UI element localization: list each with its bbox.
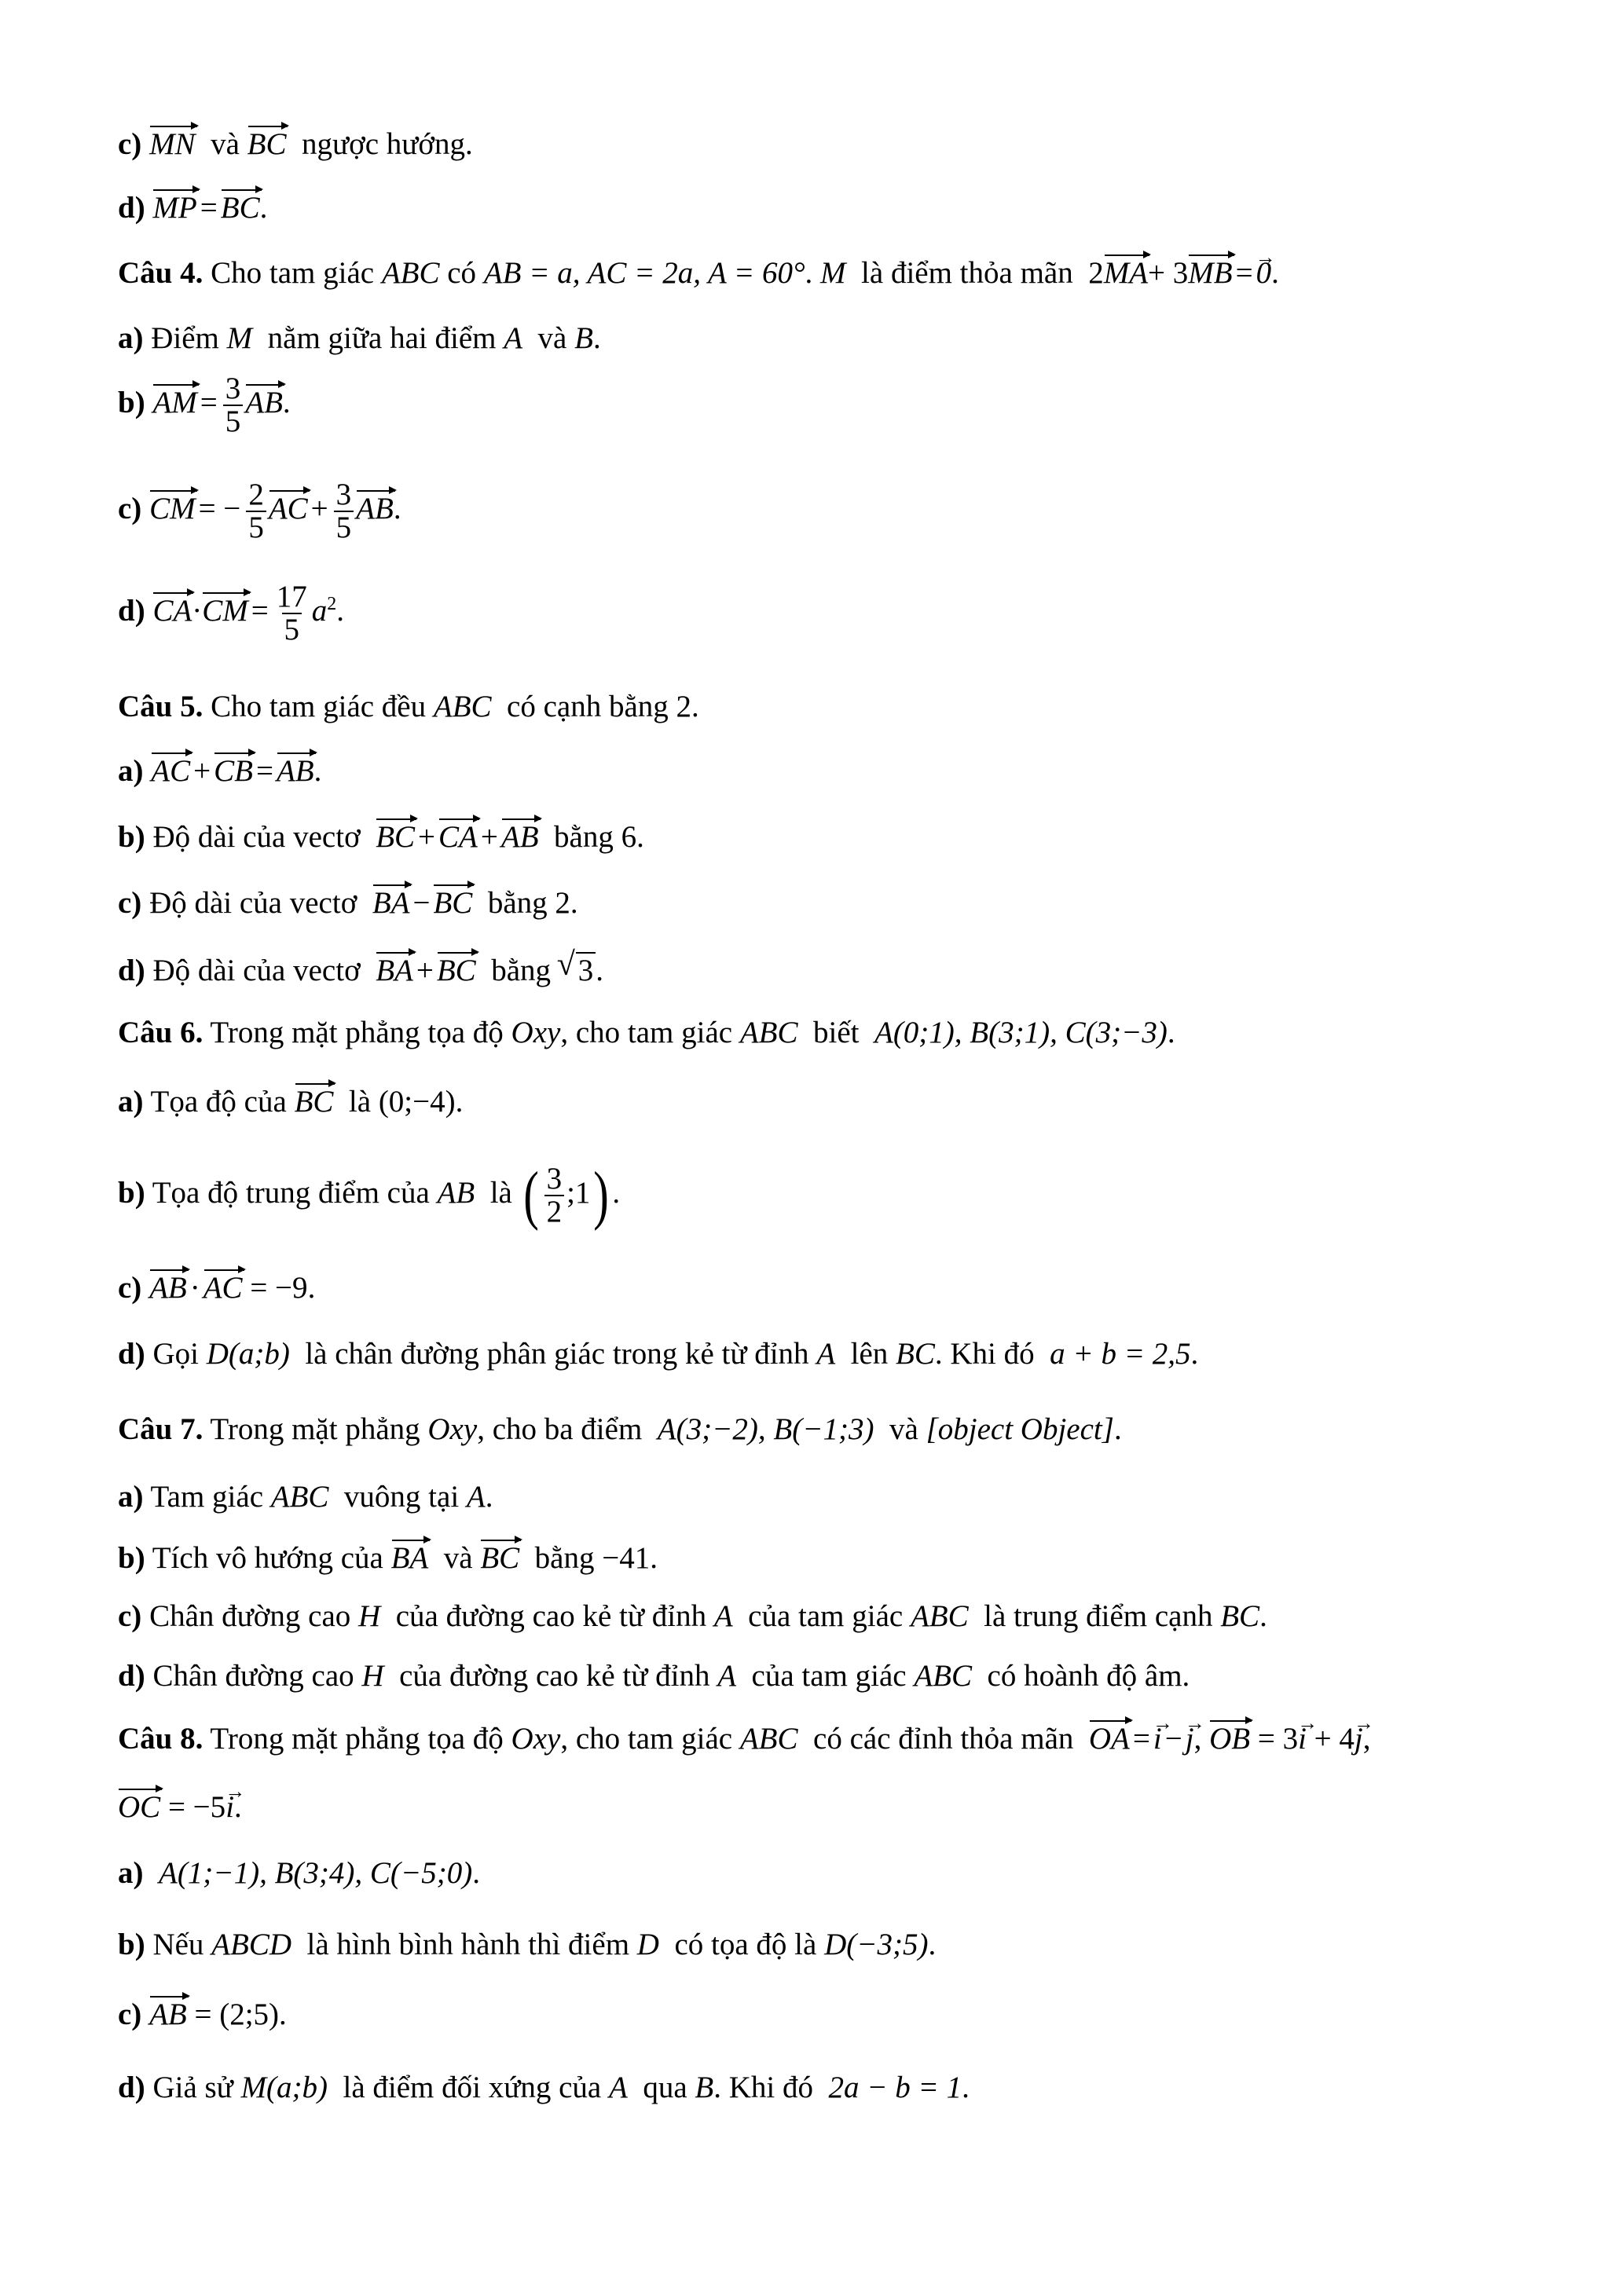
q6-option-b: b) Tọa độ trung điểm của AB là ( $\frac{3}{2}$ ;1) . bbox=[118, 1159, 621, 1232]
q7-stem: Câu 7. Trong mặt phẳng Oxy, cho ba điểm A(3;−2), B(−1;3) và [object Object]. bbox=[118, 1412, 1122, 1446]
q6-option-a: a) Tọa độ của BC là (0;−4). bbox=[118, 1082, 463, 1121]
q7-option-b: b) Tích vô hướng của BA và BC bằng −41. bbox=[118, 1538, 658, 1577]
q7-option-c: c) Chân đường cao H của đường cao kẻ từ đỉnh A của tam giác ABC là trung điểm cạnh BC. bbox=[118, 1599, 1267, 1633]
q7-option-d: d) Chân đường cao H của đường cao kẻ từ đỉnh A của tam giác ABC có hoành độ âm. bbox=[118, 1659, 1190, 1693]
q8-stem-cont: OC = −5i →. bbox=[118, 1787, 242, 1826]
q8-option-c: c) AB = (2;5). bbox=[118, 1994, 287, 2034]
q5-option-d: d) Độ dài của vectơ BA + BC bằng √ 3. bbox=[118, 949, 603, 990]
q5-option-c: c) Độ dài của vectơ BA − BC bằng 2. bbox=[118, 883, 578, 922]
q8-stem: Câu 8. Trong mặt phẳng tọa độ Oxy, cho tam giác ABC có các đỉnh thỏa mãn OA = i → − j →, OB = 3i → + 4j →, bbox=[118, 1719, 1371, 1758]
q5-stem: Câu 5. Cho tam giác đều ABC có cạnh bằng 2. bbox=[118, 690, 699, 723]
q6-option-c: c) AB · AC = −9. bbox=[118, 1268, 315, 1307]
q3-option-d: d) MP = BC. bbox=[118, 188, 267, 227]
q8-option-a: a) A(1;−1), B(3;4), C(−5;0). bbox=[118, 1856, 480, 1890]
q8-option-b: b) Nếu ABCD là hình bình hành thì điểm D có tọa độ là D(−3;5). bbox=[118, 1928, 937, 1961]
q8-option-d: d) Giả sử M(a;b) là điểm đối xứng của A qua B. Khi đó 2a − b = 1. bbox=[118, 2071, 970, 2104]
q3-option-c: c) MN và BC ngược hướng. bbox=[118, 124, 473, 163]
q7-option-a: a) Tam giác ABC vuông tại A. bbox=[118, 1480, 493, 1514]
q6-stem: Câu 6. Trong mặt phẳng tọa độ Oxy, cho tam giác ABC biết A(0;1), B(3;1), C(3;−3). bbox=[118, 1016, 1175, 1049]
q6-option-d: d) Gọi D(a;b) là chân đường phân giác trong kẻ từ đỉnh A lên BC. Khi đó a + b = 2,5. bbox=[118, 1337, 1199, 1371]
q5-option-b: b) Độ dài của vectơ BC + CA + AB bằng 6. bbox=[118, 817, 644, 856]
q4-option-d: d) CA·CM = $\frac{17}{5}$ $a^2$. bbox=[118, 580, 345, 646]
q5-option-a: a) AC + CB = AB. bbox=[118, 751, 321, 790]
q4-option-b: b) AM = $\frac{3}{5}$ AB. bbox=[118, 372, 291, 438]
q4-option-c: c) CM = − $\frac{2}{5}$ AC + $\frac{3}{5}$ AB. bbox=[118, 478, 401, 544]
q4-stem: Câu 4. Cho tam giác ABC có AB = a, AC = 2a, A = 60°. M là điểm thỏa mãn 2MA+ 3MB = 0 →. bbox=[118, 253, 1279, 292]
q4-option-a: a) Điểm M nằm giữa hai điểm A và B. bbox=[118, 321, 601, 355]
